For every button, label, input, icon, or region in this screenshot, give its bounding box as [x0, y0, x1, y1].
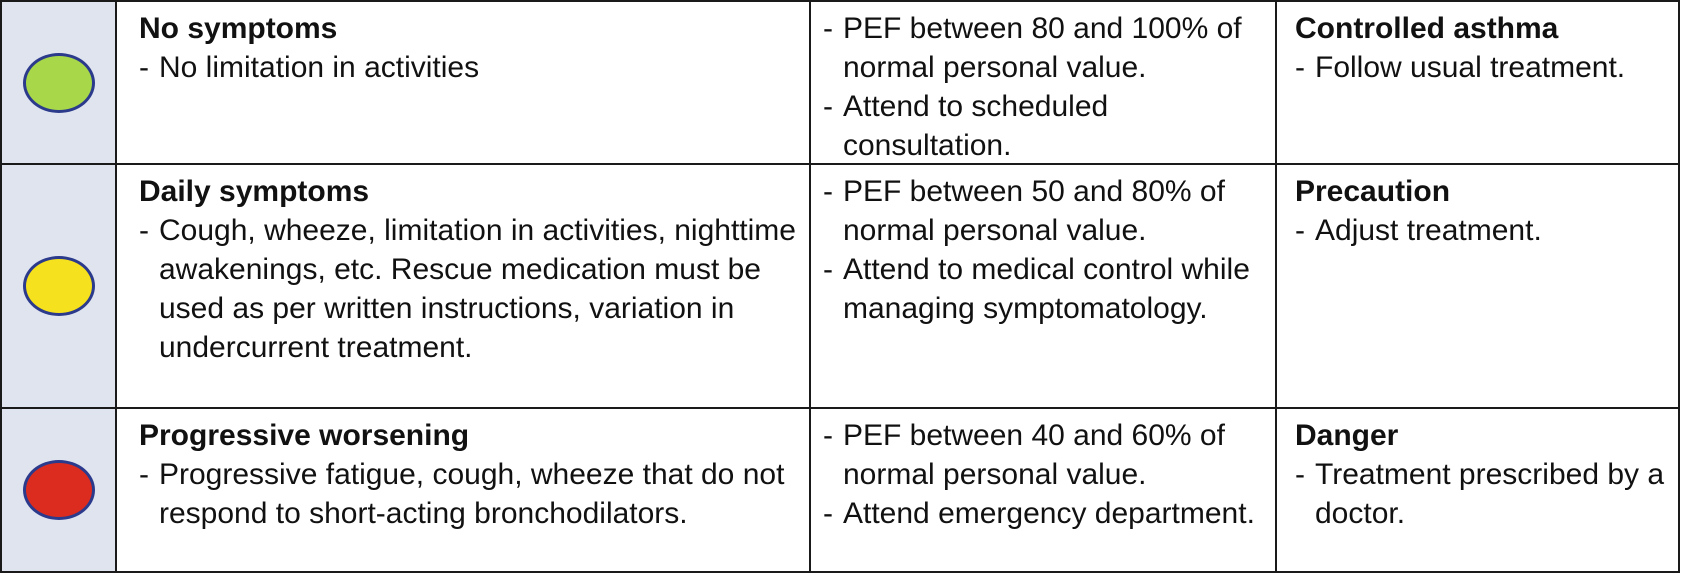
symptoms-item: - No limitation in activities [139, 48, 799, 87]
pef-item: - PEF between 40 and 60% of normal personal value. [823, 416, 1265, 494]
pef-item: - PEF between 80 and 100% of normal personal value. [823, 9, 1265, 87]
symptoms-cell [117, 2, 811, 165]
traffic-light-cell [2, 165, 117, 409]
pef-cell [811, 165, 1277, 409]
symptoms-item: - Progressive fatigue, cough, wheeze that do not respond to short-acting bronchodilators. [139, 455, 799, 533]
pef-item: - Attend to medical control while managing symptomatology. [823, 250, 1265, 328]
action-cell [1277, 2, 1678, 165]
symptoms-title: Progressive worsening [139, 419, 470, 452]
action-title: Danger [1295, 419, 1399, 452]
action-title: Controlled asthma [1295, 12, 1559, 45]
pef-item: - PEF between 50 and 80% of normal personal value. [823, 172, 1265, 250]
symptoms-item: - Cough, wheeze, limitation in activities, nighttime awakenings, etc. Rescue medication must be used as per written instructions, variation in undercurrent treatment. [139, 211, 799, 367]
pef-cell [811, 2, 1277, 165]
yellow-light-icon [23, 256, 95, 316]
pef-item: - Attend to scheduled consultation. [823, 87, 1265, 165]
red-light-icon [23, 460, 95, 520]
symptoms-title: Daily symptoms [139, 175, 370, 208]
symptoms-cell [117, 165, 811, 409]
pef-cell [811, 409, 1277, 571]
traffic-light-cell [2, 409, 117, 571]
action-cell [1277, 165, 1678, 409]
symptoms-title: No symptoms [139, 12, 338, 45]
action-cell [1277, 409, 1678, 571]
traffic-light-cell [2, 2, 117, 165]
action-title: Precaution [1295, 175, 1451, 208]
action-item: - Treatment prescribed by a doctor. [1295, 455, 1668, 533]
green-light-icon [23, 53, 95, 113]
action-item: - Adjust treatment. [1295, 211, 1668, 250]
pef-item: - Attend emergency department. [823, 494, 1265, 533]
action-item: - Follow usual treatment. [1295, 48, 1668, 87]
symptoms-cell [117, 409, 811, 571]
